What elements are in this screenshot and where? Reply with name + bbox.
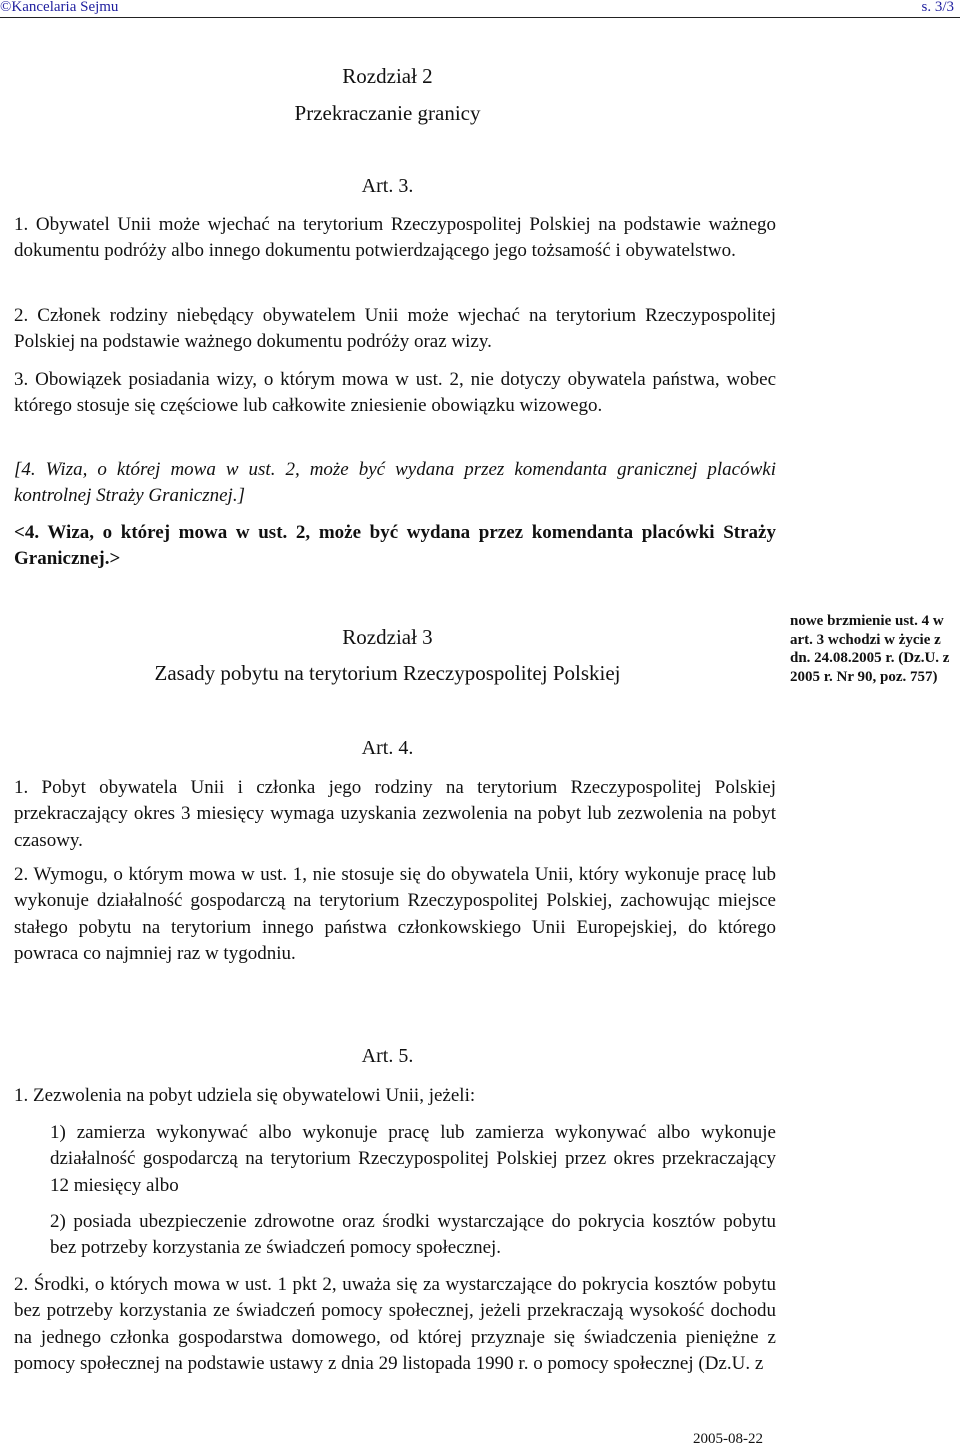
- art-5-item-1: 1) zamierza wykonywać albo wykonuje pracę lub zamierza wykonywać albo wykonuje działalność gospodarczą na terytorium Rzeczypospolitej Polskiej przez okres przekraczający 12 miesięcy albo: [50, 1122, 776, 1196]
- art-3-heading: Art. 3.: [361, 175, 414, 197]
- page-header: [0, 0, 960, 20]
- chapter-2-title: Przekraczanie granicy: [294, 101, 481, 125]
- art-5-heading: Art. 5.: [361, 1045, 414, 1067]
- art-3-par-1-number: 1.: [14, 214, 29, 235]
- margin-note: nowe brzmienie ust. 4 w art. 3 wchodzi w życie z dn. 24.08.2005 r. (Dz.U. z 2005 r. Nr 90, poz. 757): [790, 613, 950, 685]
- art-5-par-2: 2. Środki, o których mowa w ust. 1 pkt 2, uważa się za wystarczające do pokrycia kosztów pobytu bez potrzeby korzystania ze świadczeń pomocy społecznej, jeżeli przekraczają wysokość dochodu na jednego członka gospodarstwa domowego, od której przyznaje się świadczenia pieniężne z pomocy społecznej na podstawie ustawy z dnia 29 listopada 1990 r. o pomocy społecznej (Dz.U. z: [14, 1274, 776, 1374]
- art-3-par-1-text: Obywatel Unii może wjechać na terytorium Rzeczypospolitej Polskiej na podstawie ważnego dokumentu podróży albo innego dokumentu potwierdzającego jego tożsamość i obywatelstwo.: [14, 214, 776, 262]
- page-number-link[interactable]: s. 3/3: [921, 0, 954, 15]
- art-3-par-1: [14, 212, 776, 265]
- art-3-par-2: [14, 303, 776, 356]
- chapter-3-label: Rozdział 3: [342, 625, 433, 649]
- art-3-par-4-old: [4. Wiza, o której mowa w ust. 2, może być wydana przez komendanta granicznej placówki kontrolnej Straży Granicznej.]: [14, 459, 776, 507]
- art-4-par-2: 2. Wymogu, o którym mowa w ust. 1, nie stosuje się do obywatela Unii, który wykonuje pracę lub wykonuje działalność gospodarczą na terytorium Rzeczypospolitej Polskiej, zachowując miejsce stałego pobytu na terytorium innego państwa członkowskiego Unii Europejskiej, do którego powraca co najmniej raz w tygodniu.: [14, 864, 776, 964]
- art-3-par-2-text: Członek rodziny niebędący obywatelem Unii może wjechać na terytorium Rzeczypospolitej Polskiej na podstawie ważnego dokumentu podróży oraz wizy.: [14, 305, 776, 353]
- chapter-3-title: Zasady pobytu na terytorium Rzeczypospolitej Polskiej: [154, 661, 621, 685]
- art-5-par-1: 1. Zezwolenia na pobyt udziela się obywatelowi Unii, jeżeli:: [14, 1085, 476, 1106]
- header-rule: [0, 17, 960, 18]
- art-3-par-2-number: 2.: [14, 305, 29, 326]
- art-3-par-3-number: 3.: [14, 369, 29, 390]
- page-footer-date: 2005-08-22: [693, 1431, 763, 1447]
- chapter-2-label: Rozdział 2: [342, 64, 433, 88]
- art-4-heading: Art. 4.: [361, 737, 414, 759]
- art-4-par-1: 1. Pobyt obywatela Unii i członka jego rodziny na terytorium Rzeczypospolitej Polskiej przekraczający okres 3 miesięcy wymaga uzyskania zezwolenia na pobyt lub zezwolenia na pobyt czasowy.: [14, 777, 776, 851]
- art-3-par-4-new: <4. Wiza, o której mowa w ust. 2, może być wydana przez komendanta placówki Straży Granicznej.>: [14, 522, 776, 570]
- publisher-link[interactable]: ©Kancelaria Sejmu: [0, 0, 119, 15]
- art-3-par-3: [14, 367, 776, 420]
- art-5-item-2: 2) posiada ubezpieczenie zdrowotne oraz środki wystarczające do pokrycia kosztów pobytu bez potrzeby korzystania ze świadczeń pomocy społecznej.: [50, 1211, 776, 1259]
- art-3-par-3-text: Obowiązek posiadania wizy, o którym mowa w ust. 2, nie dotyczy obywatela państwa, wobec którego stosuje się częściowe lub całkowite zniesienie obowiązku wizowego.: [14, 369, 776, 417]
